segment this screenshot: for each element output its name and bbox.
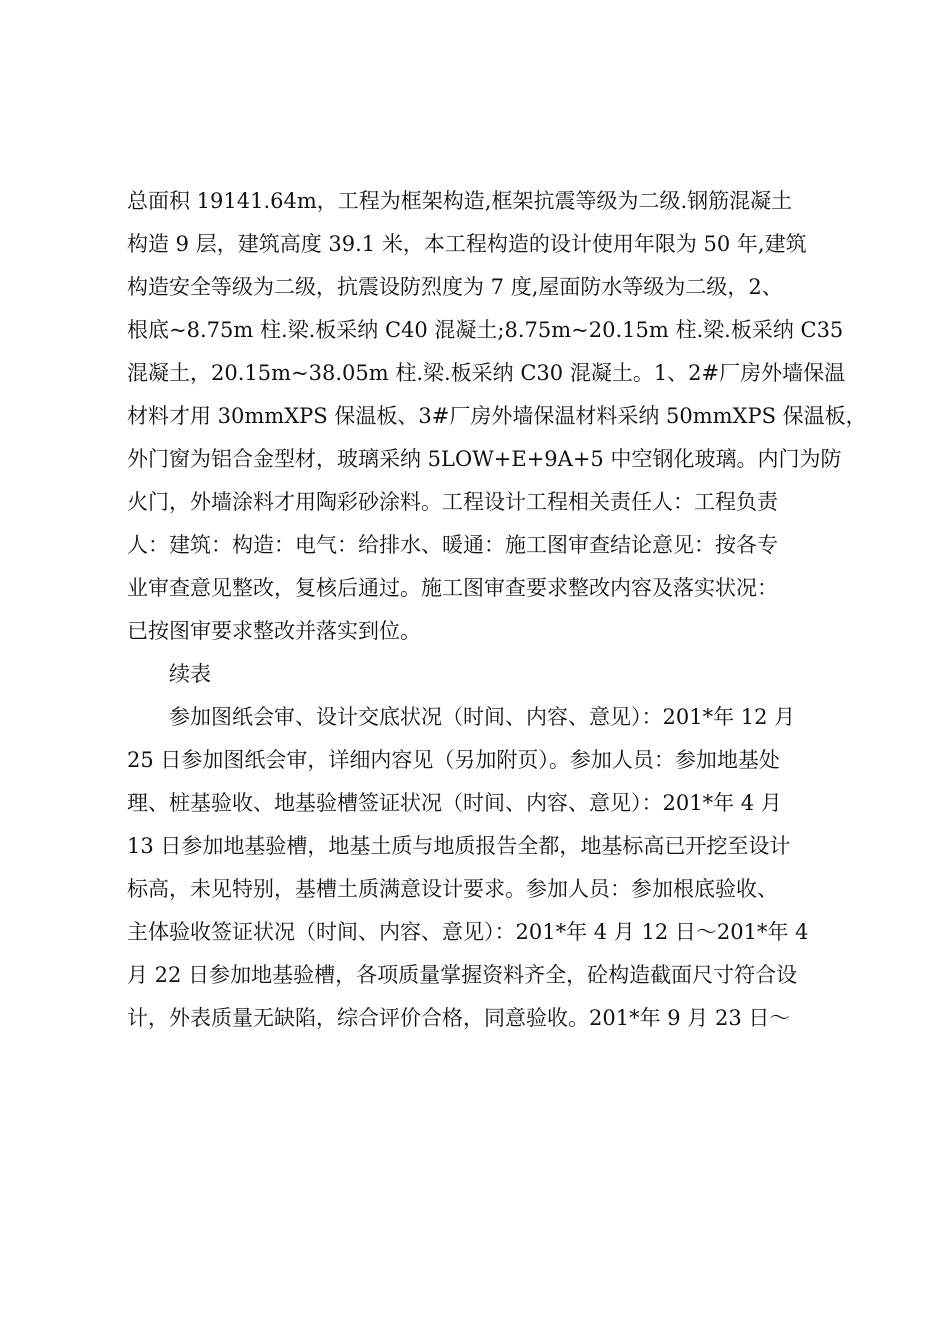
text-line: 13 日参加地基验槽，地基土质与地质报告全都，地基标高已开挖至设计: [127, 834, 791, 858]
text-line: 业审查意见整改，复核后通过。施工图审查要求整改内容及落实状况：: [127, 576, 778, 600]
text-line: 材料才用 30mmXPS 保温板、3#厂房外墙保温材料采纳 50mmXPS 保温板，: [127, 404, 867, 428]
document-body: [127, 180, 867, 1040]
text-line: 标高，未见特别，基槽土质满意设计要求。参加人员：参加根底验收、: [127, 877, 778, 901]
text-line: 已按图审要求整改并落实到位。: [127, 619, 421, 643]
text-line: 参加图纸会审、设计交底状况（时间、内容、意见）：201*年 12 月: [169, 705, 796, 729]
text-line: 总面积 19141.64m，工程为框架构造,框架抗震等级为二级.钢筋混凝土: [127, 189, 793, 213]
continued-table-label: 续表: [169, 662, 211, 686]
text-line: 根底~8.75m 柱.梁.板采纳 C40 混凝土;8.75m~20.15m 柱.梁.板采纳 C35: [127, 318, 844, 342]
text-line: 构造 9 层，建筑高度 39.1 米，本工程构造的设计使用年限为 50 年,建筑: [127, 232, 807, 256]
text-line: 火门，外墙涂料才用陶彩砂涂料。工程设计工程相关责任人：工程负责: [127, 490, 778, 514]
text-line: 理、桩基验收、地基验槽签证状况（时间、内容、意见）：201*年 4 月: [127, 791, 782, 815]
text-line: 外门窗为铝合金型材，玻璃采纳 5LOW+E+9A+5 中空钢化玻璃。内门为防: [127, 447, 842, 471]
text-line: 混凝土，20.15m~38.05m 柱.梁.板采纳 C30 混凝土。1、2#厂房外墙保温: [127, 361, 846, 385]
text-line: 主体验收签证状况（时间、内容、意见）：201*年 4 月 12 日～201*年 4: [127, 920, 809, 944]
text-line: 计，外表质量无缺陷，综合评价合格，同意验收。201*年 9 月 23 日～: [127, 1006, 791, 1030]
text-line: 人：建筑：构造：电气：给排水、暖通：施工图审查结论意见：按各专: [127, 533, 778, 557]
text-line: 月 22 日参加地基验槽，各项质量掌握资料齐全，砼构造截面尺寸符合设: [127, 963, 798, 987]
text-line: 25 日参加图纸会审，详细内容见（另加附页）。参加人员：参加地基处: [127, 748, 780, 772]
text-line: 构造安全等级为二级，抗震设防烈度为 7 度,屋面防水等级为二级，2、: [127, 275, 783, 299]
